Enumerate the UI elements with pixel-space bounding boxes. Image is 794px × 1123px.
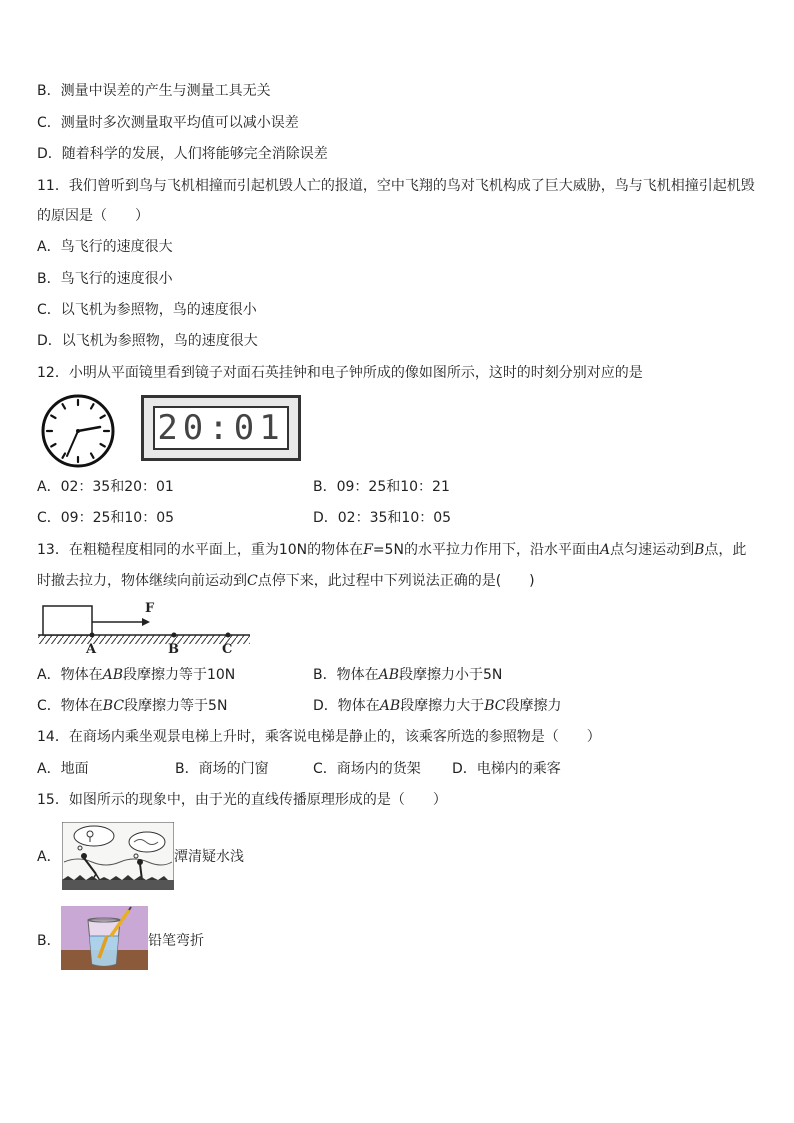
q12-option-d: D．02：35和10：05 [313, 510, 452, 526]
point-c-label: C [222, 642, 233, 654]
q12-option-a: A．02：35和20：01 [37, 479, 174, 495]
block-object [43, 606, 92, 635]
q15-option-a-text: 潭清疑水浅 [174, 849, 244, 865]
q11-option-c: C．以飞机为参照物，鸟的速度很小 [37, 302, 257, 318]
q14-option-a: A．地面 [37, 761, 89, 777]
analog-clock-figure [40, 393, 116, 469]
q15-option-a-label: A． [37, 849, 61, 865]
q10-option-d: D．随着科学的发展，人们将能够完全消除误差 [37, 146, 328, 162]
q15-stem: 15．如图所示的现象中，由于光的直线传播原理形成的是（ ） [37, 792, 447, 808]
q10-option-b: B．测量中误差的产生与测量工具无关 [37, 83, 271, 99]
q15-option-b-image [61, 906, 148, 970]
q14-stem: 14．在商场内乘坐观景电梯上升时，乘客说电梯是静止的，该乘客所选的参照物是（ ） [37, 729, 601, 745]
q14-option-d: D．电梯内的乘客 [452, 761, 561, 777]
q11-option-b: B．鸟飞行的速度很小 [37, 271, 173, 287]
q13-stem-line1: 13．在粗糙程度相同的水平面上，重为10N的物体在F=5N的水平拉力作用下，沿水平面由A点匀速运动到B点，此 [37, 542, 747, 558]
point-b-label: B [168, 642, 179, 654]
force-arrow-head [142, 618, 150, 626]
q11-stem-line1: 11．我们曾听到鸟与飞机相撞而引起机毁人亡的报道，空中飞翔的鸟对飞机构成了巨大威胁，鸟与飞机相撞引起机毁 [37, 178, 755, 194]
q13-option-d: D．物体在AB段摩擦力大于BC段摩擦力 [313, 698, 562, 714]
point-a-label: A [86, 642, 97, 654]
point-a-marker [90, 633, 95, 638]
q12-option-b: B．09：25和10：21 [313, 479, 450, 495]
q15-option-b-label: B． [37, 933, 61, 949]
point-c-marker [226, 633, 231, 638]
force-label: F [145, 601, 155, 616]
q13-option-a: A．物体在AB段摩擦力等于10N [37, 667, 236, 683]
q15-option-a-image [62, 822, 174, 890]
digital-clock-display: 20:01 [153, 406, 289, 450]
q13-option-b: B．物体在AB段摩擦力小于5N [313, 667, 503, 683]
q11-option-d: D．以飞机为参照物，鸟的速度很大 [37, 333, 258, 349]
q13-option-c: C．物体在BC段摩擦力等于5N [37, 698, 228, 714]
q14-option-c: C．商场内的货架 [313, 761, 421, 777]
q13-motion-figure [38, 598, 252, 654]
q11-option-a: A．鸟飞行的速度很大 [37, 239, 173, 255]
q12-stem: 12．小明从平面镜里看到镜子对面石英挂钟和电子钟所成的像如图所示，这时的时刻分别对应的是 [37, 365, 643, 381]
point-b-marker [172, 633, 177, 638]
q10-option-c: C．测量时多次测量取平均值可以减小误差 [37, 115, 299, 131]
q12-option-c: C．09：25和10：05 [37, 510, 175, 526]
digital-clock-figure [141, 395, 301, 461]
q14-option-b: B．商场的门窗 [175, 761, 269, 777]
q13-stem-line2: 时撤去拉力，物体继续向前运动到C点停下来，此过程中下列说法正确的是( ) [37, 573, 535, 589]
q11-stem-line2: 的原因是（ ） [37, 208, 149, 224]
q15-option-b-text: 铅笔弯折 [148, 933, 204, 949]
ground-hatching [38, 635, 250, 644]
